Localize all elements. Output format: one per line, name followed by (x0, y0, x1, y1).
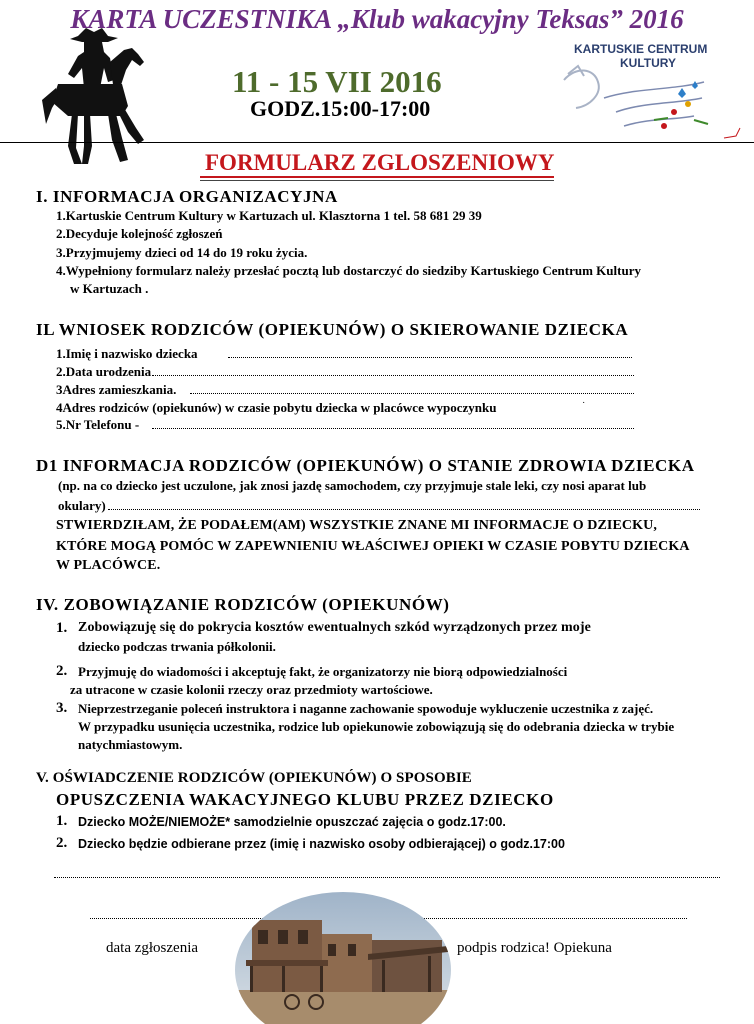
address-label: 3Adres zamieszkania. (56, 382, 177, 397)
health-note-cont: okulary) (58, 498, 106, 513)
cowboy-rider-silhouette-icon (38, 28, 168, 166)
section4-heading: IV. ZOBOWIĄZANIE RODZICÓW (OPIEKUNÓW) (36, 595, 450, 614)
birth-date-field[interactable] (152, 375, 634, 376)
form-title-underline (200, 176, 554, 178)
section3-heading: D1 INFORMACJA RODZICÓW (OPIEKUNÓW) O STANIE ZDROWIA DZIECKA (36, 456, 695, 475)
event-hours: GODZ.15:00-17:00 (250, 96, 431, 121)
parents-address-field[interactable]: ˙ (582, 401, 586, 412)
pickup-number: 1. (56, 813, 68, 829)
section1-item: 4.Wypełniony formularz należy przesłać pocztą lub dostarczyć do siedziby Kartuskiego Centrum Kultury (56, 263, 641, 278)
horse-flower-logo-icon (554, 54, 744, 140)
address-field[interactable] (190, 393, 634, 394)
section1-item: 3.Przyjmujemy dzieci od 14 do 19 roku życia. (56, 245, 308, 260)
section1-item: 2.Decyduje kolejność zgłoszeń (56, 226, 223, 241)
card-title: KARTA UCZESTNIKA „Klub wakacyjny Teksas” 2016 (70, 4, 684, 34)
declaration-line: W PLACÓWCE. (56, 558, 161, 573)
obligation-text: Przyjmuję do wiadomości i akceptuję fakt, że organizatorzy nie biorą odpowiedzialności (78, 664, 568, 679)
obligation-text: W przypadku usunięcia uczestnika, rodzice lub opiekunowie zobowiązują się do odebrania dziecka w trybie (78, 719, 675, 734)
pickup-text: Dziecko MOŻE/NIEMOŻE* samodzielnie opuszczać zajęcia o godz.17:00. (78, 815, 506, 829)
pickup-text: Dziecko będzie odbierane przez (imię i nazwisko osoby odbierającej) o godz.17:00 (78, 837, 565, 851)
obligation-number: 2. (56, 663, 68, 679)
obligation-text: Nieprzestrzeganie poleceń instruktora i naganne zachowanie spowoduje wykluczenie uczestnika z zajęć. (78, 701, 654, 716)
health-info-field[interactable] (108, 509, 700, 510)
child-name-label: 1.Imię i nazwisko dziecka (56, 346, 198, 361)
obligation-text: dziecko podczas trwania półkolonii. (78, 639, 276, 654)
birth-date-label: 2.Data urodzenia (56, 364, 152, 379)
section1-heading: I. INFORMACJA ORGANIZACYJNA (36, 187, 338, 206)
pickup-number: 2. (56, 835, 68, 851)
declaration-line: KTÓRE MOGĄ POMÓC W ZAPEWNIENIU WŁAŚCIWEJ OPIEKI W CZASIE POBYTU DZIECKA (56, 539, 690, 554)
section5-heading: V. OŚWIADCZENIE RODZICÓW (OPIEKUNÓW) O SPOSOBIE (36, 770, 472, 786)
event-dates: 11 - 15 VII 2016 (232, 64, 442, 99)
phone-field[interactable] (152, 428, 634, 429)
section2-heading: IL WNIOSEK RODZICÓW (OPIEKUNÓW) O SKIEROWANIE DZIECKA (36, 320, 629, 339)
signature-label: podpis rodzica! Opiekuna (457, 940, 612, 956)
child-name-field[interactable] (228, 357, 632, 358)
declaration-line: STWIERDZIŁAM, ŻE PODAŁEM(AM) WSZYSTKIE ZNANE MI INFORMACJE O DZIECKU, (56, 518, 657, 533)
obligation-text: natychmiastowym. (78, 737, 183, 752)
section5-heading-cont: OPUSZCZENIA WAKACYJNEGO KLUBU PRZEZ DZIECKO (56, 790, 554, 809)
date-label: data zgłoszenia (106, 940, 199, 956)
pickup-person-field[interactable] (54, 877, 720, 878)
kck-logo (554, 30, 744, 140)
parents-address-label: 4Adres rodziców (opiekunów) w czasie pobytu dziecka w placówce wypoczynku (56, 400, 497, 415)
section1-item: w Kartuzach . (70, 281, 149, 296)
form-title: FORMULARZ ZGLOSZENIOWY (205, 150, 555, 175)
western-town-image (232, 890, 454, 1024)
obligation-number: 3. (56, 700, 68, 716)
obligation-text: Zobowiązuję się do pokrycia kosztów ewentualnych szkód wyrządzonych przez moje (78, 620, 591, 635)
health-note: (np. na co dziecko jest uczulone, jak znosi jazdę samochodem, czy przyjmuje stale leki, czy nosi aparat lub (58, 478, 647, 493)
header-divider (0, 142, 754, 143)
form-title-underline-2 (200, 180, 554, 181)
obligation-text: za utracone w czasie kolonii rzeczy oraz przedmioty wartościowe. (70, 682, 433, 697)
phone-label: 5.Nr Telefonu - (56, 417, 140, 432)
logo-line2: KULTURY (620, 56, 676, 70)
obligation-number: 1. (56, 620, 68, 636)
section1-item: 1.Kartuskie Centrum Kultury w Kartuzach ul. Klasztorna 1 tel. 58 681 29 39 (56, 208, 482, 223)
logo-line1: KARTUSKIE CENTRUM (574, 42, 708, 56)
